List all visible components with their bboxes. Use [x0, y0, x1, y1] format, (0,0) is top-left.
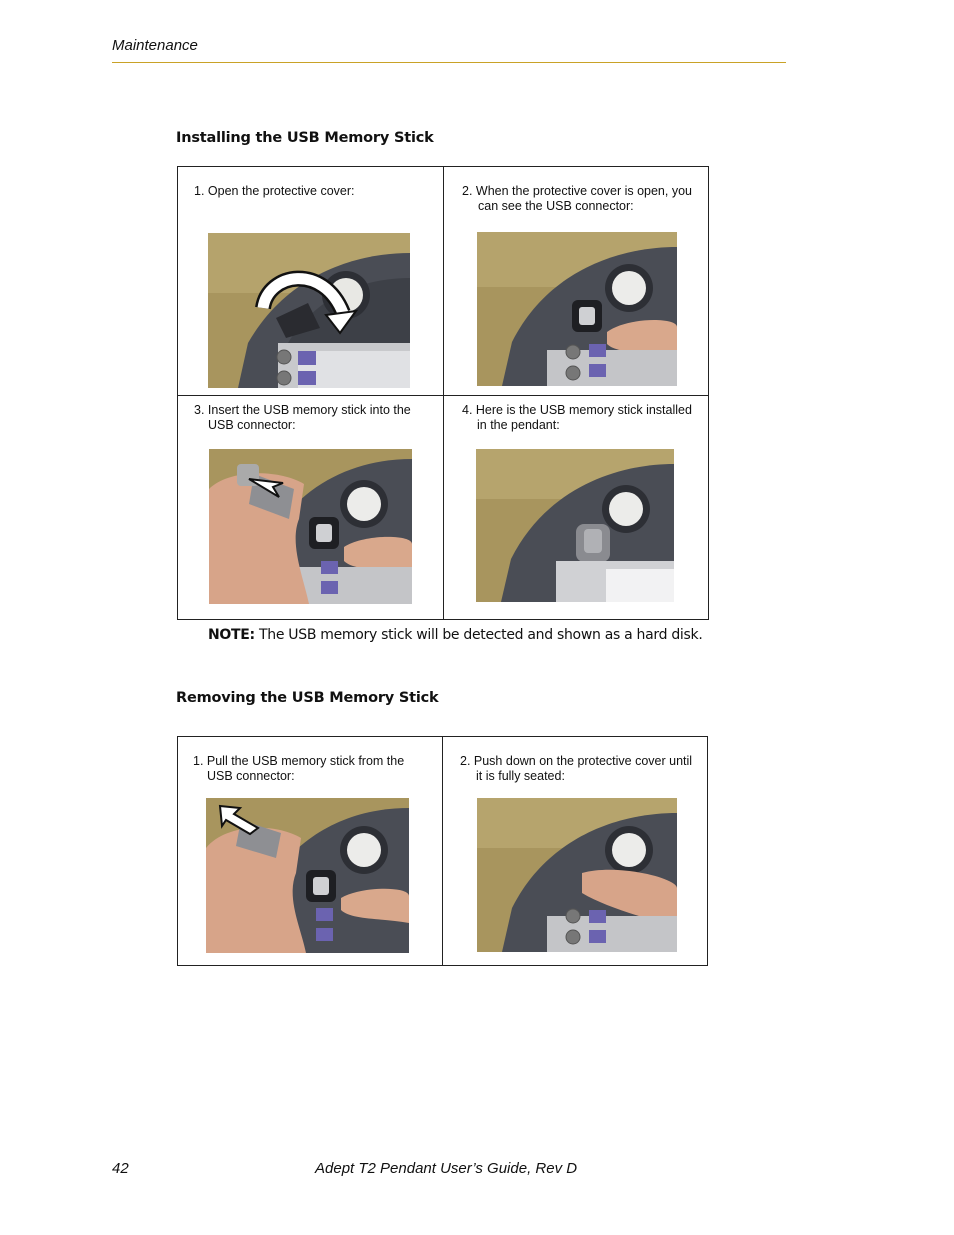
remove-step-2-photo	[477, 798, 677, 952]
running-header: Maintenance	[112, 37, 198, 54]
install-step-2-photo	[477, 232, 677, 386]
table-divider-horizontal	[177, 395, 709, 396]
note-text: NOTE: The USB memory stick will be detected and shown as a hard disk.	[208, 627, 703, 643]
table-divider-vertical	[443, 166, 444, 620]
removing-title: Removing the USB Memory Stick	[176, 690, 439, 706]
install-step-3-photo	[209, 449, 412, 604]
install-step-4-caption: 4. Here is the USB memory stick installed in the pendant:	[462, 403, 692, 432]
install-step-2-caption: 2. When the protective cover is open, you can see the USB connector:	[462, 184, 692, 213]
installing-title: Installing the USB Memory Stick	[176, 130, 434, 146]
remove-step-1-caption: 1. Pull the USB memory stick from the USB connector:	[193, 754, 405, 783]
remove-step-1-photo	[206, 798, 409, 953]
remove-step-2-caption: 2. Push down on the protective cover until it is fully seated:	[460, 754, 693, 783]
header-rule	[112, 62, 786, 63]
page-number: 42	[112, 1160, 129, 1177]
install-step-3-caption: 3. Insert the USB memory stick into the USB connector:	[194, 403, 411, 432]
document-title: Adept T2 Pendant User’s Guide, Rev D	[315, 1160, 578, 1177]
install-step-1-photo	[208, 233, 410, 388]
install-step-4-photo	[476, 449, 674, 602]
table-divider-vertical-2	[442, 736, 443, 966]
install-step-1-caption: 1. Open the protective cover:	[194, 184, 355, 198]
